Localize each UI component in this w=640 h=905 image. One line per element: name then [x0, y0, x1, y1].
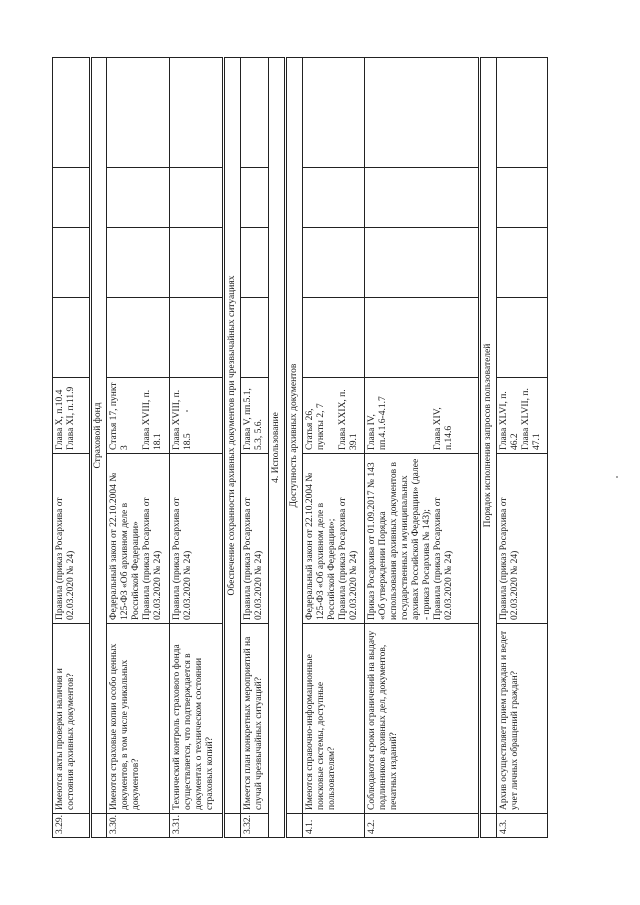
- basis-cell: Правила (приказ Росархива от 02.03.2020 № 24): [53, 454, 91, 624]
- section-heading: Обеспечение сохранности архивных документов при чрезвычайных ситуациях: [224, 58, 241, 814]
- basis-cell: Правила (приказ Росархива от 02.03.2020 № 24): [240, 454, 268, 624]
- table-row: [240, 58, 268, 838]
- empty-cell: [90, 814, 107, 838]
- empty-cell: [240, 298, 268, 378]
- empty-cell: [224, 814, 241, 838]
- empty-cell: [53, 228, 91, 298]
- reference-cell: Статья 17, пункт 3 Глава XVIII, п. 18.1: [107, 378, 170, 454]
- question-cell: Имеются акты проверки наличия и состояния архивных документов?: [53, 624, 91, 814]
- section-heading: Доступность архивных документов: [285, 58, 302, 814]
- reference-cell: Глава X, п.10.4 Глава XI, п.11.9: [53, 378, 91, 454]
- empty-cell: [240, 58, 268, 168]
- reference-cell: Глава XVIII, п. 18.5: [169, 378, 223, 454]
- empty-cell: [169, 168, 223, 228]
- empty-cell: [365, 168, 480, 228]
- section-row: [285, 58, 302, 838]
- empty-cell: [53, 298, 91, 378]
- table-row: [169, 58, 223, 838]
- empty-cell: [496, 298, 547, 378]
- empty-cell: [365, 298, 480, 378]
- row-number: 3.31.: [169, 814, 223, 838]
- row-number: 4.3.: [496, 814, 547, 838]
- reference-cell: Глава V, пп.5.1, 5.3, 5.6.: [240, 378, 268, 454]
- reference-cell: Глава XLVI, п. 46.2 Глава XLVII, п. 47.1: [496, 378, 547, 454]
- reference-cell: Статья 26, пункты 2, 7 Глава XXIX, п. 39.1: [302, 378, 365, 454]
- empty-cell: [302, 298, 365, 378]
- empty-cell: [480, 814, 497, 838]
- question-cell: Технический контроль страхового фонда осуществляется, что подтверждается в документах о техническом состоянии страховых копий?: [169, 624, 223, 814]
- empty-cell: [365, 228, 480, 298]
- question-cell: Имеются справочно-информационные поисковые системы, доступные пользователям?: [302, 624, 365, 814]
- table-row: [496, 58, 547, 838]
- basis-cell: Правила (приказ Росархива от 02.03.2020 № 24): [496, 454, 547, 624]
- question-cell: Соблюдаются сроки ограничений на выдачу подлинников архивных дел, документов, печатных изданий?: [365, 624, 480, 814]
- basis-cell: Федеральный закон от 22.10.2004 № 125-ФЗ «Об архивном деле в Российской Федерации» Правила (приказ Росархива от 02.03.2020 № 24): [107, 454, 170, 624]
- empty-cell: [107, 168, 170, 228]
- section-row: [480, 58, 497, 838]
- empty-cell: [302, 168, 365, 228]
- scan-speck: [616, 476, 618, 478]
- reference-cell: Глава IV, пп.4.1.6-4.1.7 Глава XIV, п.14.6: [365, 378, 480, 454]
- section-row: [90, 58, 107, 838]
- empty-cell: [53, 168, 91, 228]
- scan-speck: [186, 410, 188, 412]
- table-row: [107, 58, 170, 838]
- section-row: [269, 58, 286, 838]
- empty-cell: [496, 58, 547, 168]
- section-heading: Порядок исполнения запросов пользователей: [480, 58, 497, 814]
- row-number: 3.30.: [107, 814, 170, 838]
- rotated-checklist-table: [52, 58, 548, 838]
- section-heading: Страховой фонд: [90, 58, 107, 814]
- empty-cell: [53, 58, 91, 168]
- section-heading: 4. Использование: [269, 58, 286, 838]
- empty-cell: [496, 168, 547, 228]
- question-cell: Имеется план конкретных мероприятий на случай чрезвычайных ситуаций?: [240, 624, 268, 814]
- empty-cell: [285, 814, 302, 838]
- table-row: [302, 58, 365, 838]
- question-cell: Имеются страховые копии особо ценных документов, в том числе уникальных документов?: [107, 624, 170, 814]
- empty-cell: [107, 228, 170, 298]
- row-number: 3.29.: [53, 814, 91, 838]
- empty-cell: [302, 228, 365, 298]
- section-row: [224, 58, 241, 838]
- empty-cell: [240, 228, 268, 298]
- empty-cell: [169, 58, 223, 168]
- checklist-table: [52, 57, 548, 838]
- empty-cell: [240, 168, 268, 228]
- basis-cell: Правила (приказ Росархива от 02.03.2020 № 24): [169, 454, 223, 624]
- empty-cell: [107, 298, 170, 378]
- table-row: [365, 58, 480, 838]
- table-row: [53, 58, 91, 838]
- basis-cell: Приказ Росархива от 01.09.2017 № 143 «Об утверждении Порядка использования архивных документов в государственных и муниципальных архивах Российской Федерации» (далее - приказ Росархива № 143); Правила (приказ Росархива от 02.03.2020 № 24): [365, 454, 480, 624]
- row-number: 3.32.: [240, 814, 268, 838]
- row-number: 4.1.: [302, 814, 365, 838]
- empty-cell: [169, 298, 223, 378]
- empty-cell: [169, 228, 223, 298]
- empty-cell: [496, 228, 547, 298]
- empty-cell: [302, 58, 365, 168]
- empty-cell: [365, 58, 480, 168]
- row-number: 4.2.: [365, 814, 480, 838]
- empty-cell: [107, 58, 170, 168]
- basis-cell: Федеральный закон от 22.10.2004 № 125-ФЗ «Об архивном деле в Российской Федерации»; Правила (приказ Росархива от 02.03.2020 № 24): [302, 454, 365, 624]
- question-cell: Архив осуществляет прием граждан и ведет учет личных обращений граждан?: [496, 624, 547, 814]
